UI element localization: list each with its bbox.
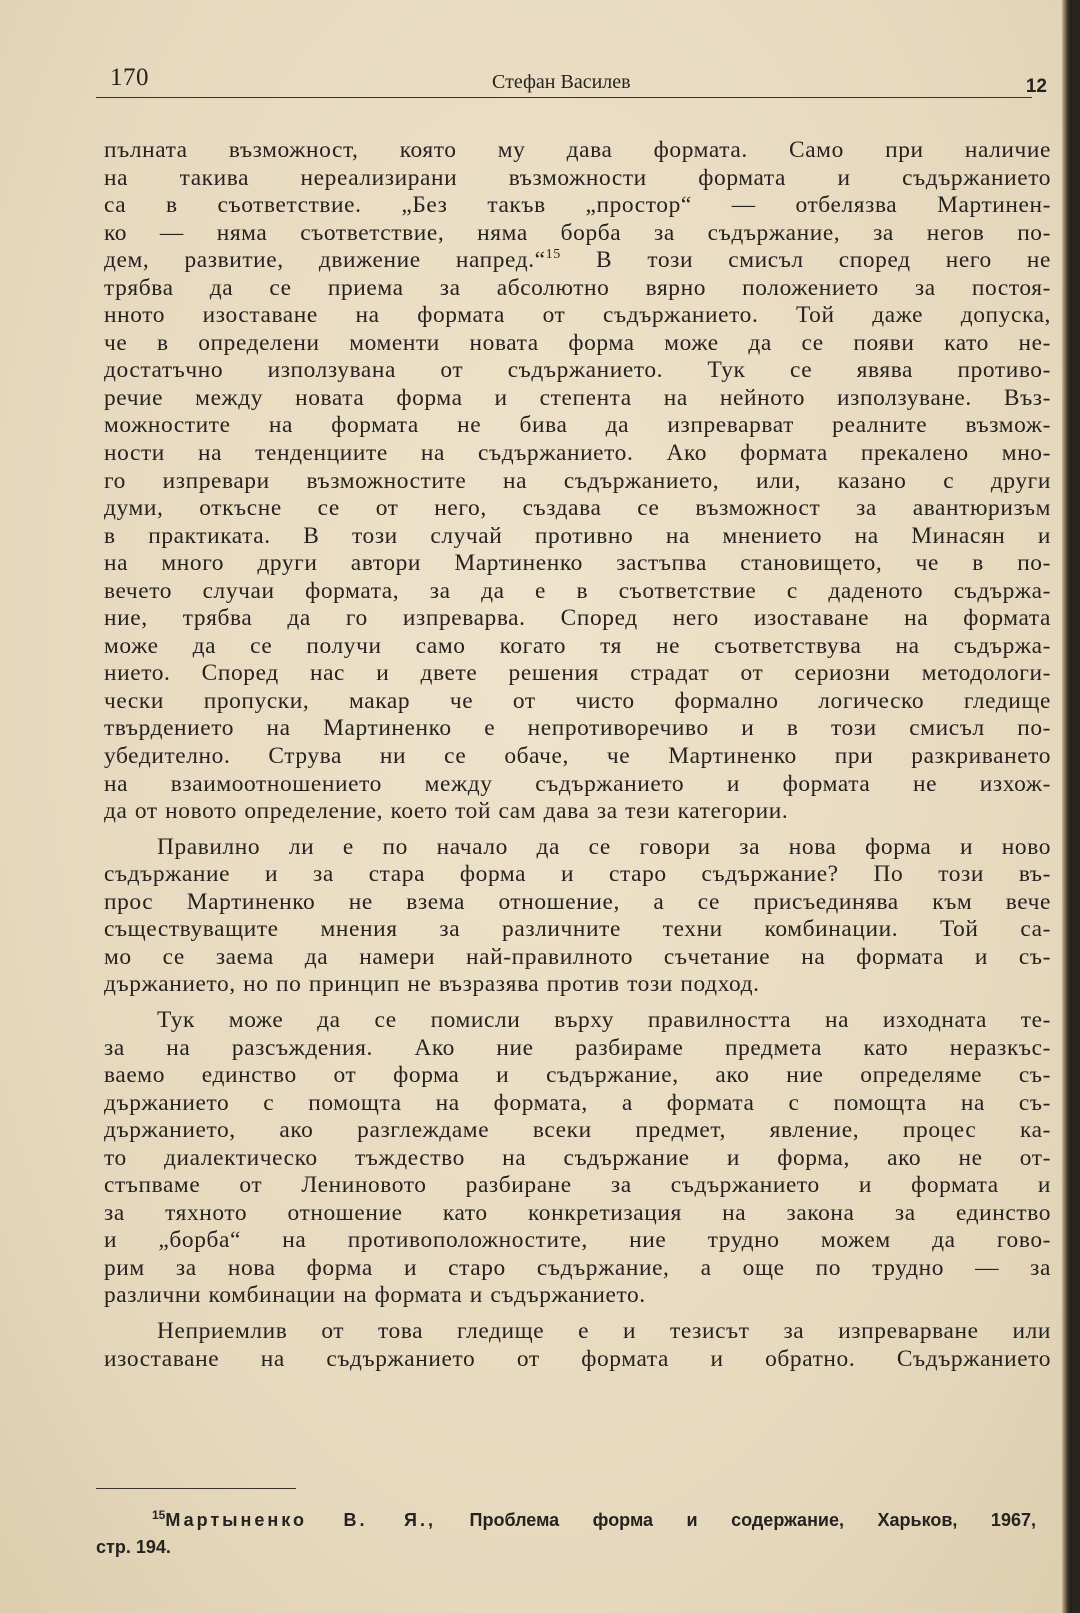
text-line: са в съответствие. „Без такъв „простор“ — отбелязва Мартинен- [104, 192, 1051, 219]
text-line: държанието, но по принцип не възразява против този подход. [104, 971, 760, 998]
text-line: вечето случаи формата, за да е в съответствие с даденото съдържа- [104, 577, 1051, 604]
text-line: нието. Според нас и двете решения страдат от сериозни методологи- [104, 660, 1051, 687]
text-line: да от новото определение, което той сам дава за тези категории. [104, 798, 789, 825]
text-line: ваемо единство от форма и съдържание, ако ние определяме съ- [104, 1062, 1051, 1089]
text-line: прос Мартиненко не взема отношение, а се присъединява към вече [104, 888, 1051, 915]
text-line: ности на тенденциите на съдържанието. Ако формата прекалено мно- [104, 440, 1051, 467]
text-line: ко — няма съответствие, няма борба за съдържание, за негов по- [104, 219, 1051, 246]
text-line: пълната възможност, която му дава формата. Само при наличие [104, 137, 1051, 163]
page-number: 170 [110, 64, 149, 91]
text-line: на такива нереализирани възможности формата и съдържанието [104, 164, 1051, 191]
text-line: съществуващите мнения за различните техни комбинации. Той са- [104, 916, 1051, 943]
text-line: държанието, ако разглеждаме всеки предмет, явление, процес ка- [104, 1117, 1051, 1144]
text-line: може да се получи само когато тя не съответствува на съдържа- [104, 632, 1051, 659]
text-line: различни комбинации на формата и съдържанието. [104, 1282, 646, 1309]
text-line: достатъчно използувана от съдържанието. Тук се явява противо- [104, 357, 1051, 384]
text-line: ние, трябва да го изпреварва. Според него изоставане на формата [104, 605, 1051, 632]
text-fragment: В този смисъл според него не [560, 247, 1051, 274]
page-header [110, 62, 1055, 102]
text-line: за тяхното отношение като конкретизация на закона за единство [104, 1199, 1051, 1226]
text-line: че в определени моменти новата форма може да се появи като не- [104, 329, 1051, 356]
footnote [96, 1502, 1036, 1561]
text-line: в практиката. В този случай противно на мнението на Минасян и [104, 522, 1051, 549]
footnote-pages: стр. 194. [96, 1537, 171, 1557]
text-line: Тук може да се помисли върху правилността на изходната те- [157, 1006, 1051, 1033]
footnote-author: Мартыненко В. Я., [165, 1510, 436, 1530]
text-line-with-note [104, 247, 1051, 275]
running-title: Стефан Василев [492, 71, 631, 93]
text-line: и „борба“ на противоположностите, ние трудно можем да гово- [104, 1227, 1051, 1254]
footnote-reference[interactable]: 15 [545, 247, 561, 263]
signature-mark: 12 [1025, 76, 1047, 97]
header-rule [96, 97, 1032, 98]
text-line: съдържание и за стара форма и старо съдържание? По този въ- [104, 861, 1051, 888]
text-line: на взаимоотношението между съдържанието и формата не изхож- [104, 770, 1051, 797]
footnote-line [96, 1502, 1036, 1534]
text-line: за на разсъждения. Ако ние разбираме предмета като неразкъс- [104, 1034, 1051, 1061]
footnote-number: 15 [152, 1508, 166, 1522]
footnote-title: Проблема форма и содержание, Харьков, 1967, [469, 1510, 1036, 1530]
text-line: чески пропуски, макар че от чисто формално логическо гледище [104, 687, 1051, 714]
page-edge [1062, 0, 1072, 1613]
text-line: то диалектическо тъждество на съдържание и форма, ако не от- [104, 1144, 1051, 1171]
text-line: трябва да се приема за абсолютно вярно положението за постоя- [104, 274, 1051, 301]
text-line: речие между новата форма и степента на нейното използуване. Въз- [104, 384, 1051, 411]
text-line: изоставане на съдържанието от формата и обратно. Съдържанието [104, 1345, 1051, 1372]
text-line: убедително. Струва ни се обаче, че Мартиненко при разкриването [104, 743, 1051, 770]
text-line: държанието с помощта на формата, а формата с помощта на съ- [104, 1089, 1051, 1116]
text-line: го изпревари възможностите на съдържанието, или, казано с други [104, 467, 1051, 494]
text-line: рим за нова форма и старо съдържание, а още по трудно — за [104, 1254, 1051, 1281]
text-line: стъпваме от Лениновото разбиране за съдържанието и формата и [104, 1172, 1051, 1199]
text-line: твърдението на Мартиненко е непротиворечиво и в този смисъл по- [104, 715, 1051, 742]
text-line: Неприемлив от това гледище е и тезисът за изпреварване или [157, 1317, 1051, 1344]
text-line: на много други автори Мартиненко застъпва становището, че в по- [104, 550, 1051, 577]
text-fragment: дем, развитие, движение напред.“ [104, 247, 546, 274]
text-line: нното изоставане на формата от съдържанието. Той даже допуска, [104, 302, 1051, 329]
text-line: думи, откъсне се от него, създава се възможност за авантюризъм [104, 495, 1051, 522]
body-text [104, 137, 1051, 1373]
text-line: Правилно ли е по начало да се говори за нова форма и ново [157, 833, 1051, 860]
footnote-rule [96, 1488, 296, 1489]
text-line: мо се заема да намери най-правилното съчетание на формата и съ- [104, 943, 1051, 970]
text-line: можностите на формата не бива да изпреварват реалните възмож- [104, 412, 1051, 439]
